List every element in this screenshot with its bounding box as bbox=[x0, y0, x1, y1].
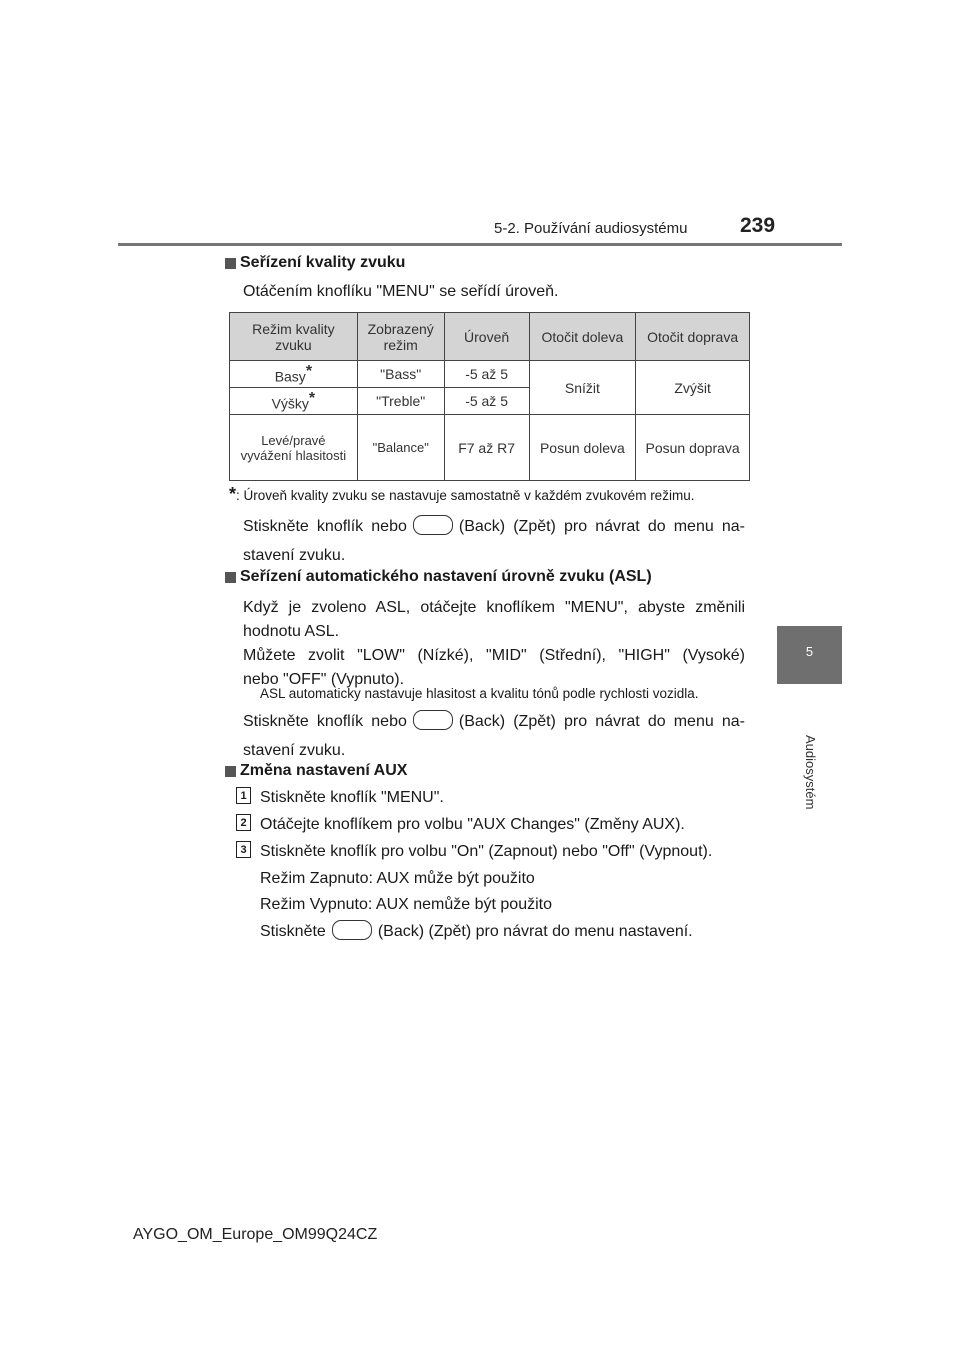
back-text-pre: Stiskněte knoflík nebo bbox=[243, 713, 407, 730]
back-text-post: (Back) (Zpět) pro návrat do menu na- bbox=[458, 518, 745, 535]
col-header: Otočit doleva bbox=[529, 313, 636, 361]
level-cell: -5 až 5 bbox=[444, 361, 529, 388]
asl-description bbox=[243, 596, 745, 692]
table-row bbox=[230, 415, 750, 481]
step-number-box: 1 bbox=[236, 787, 251, 804]
mode-cell: Levé/pravé vyvážení hlasitosti bbox=[230, 415, 358, 481]
back-instruction bbox=[260, 920, 693, 944]
heading-text: Seřízení kvality zvuku bbox=[240, 254, 406, 271]
section-heading-aux bbox=[225, 762, 407, 780]
section-heading-sound-quality bbox=[225, 254, 405, 272]
document-footer: AYGO_OM_Europe_OM99Q24CZ bbox=[133, 1226, 378, 1243]
display-cell: "Balance" bbox=[357, 415, 444, 481]
back-text-post: (Back) (Zpět) pro návrat do menu nastavení. bbox=[377, 923, 693, 940]
section-heading-asl bbox=[225, 568, 652, 586]
square-bullet-icon bbox=[225, 766, 236, 777]
mode-cell bbox=[230, 388, 358, 415]
square-bullet-icon bbox=[225, 258, 236, 269]
back-button-icon bbox=[413, 710, 453, 730]
display-cell: "Treble" bbox=[357, 388, 444, 415]
col-header: Otočit doprava bbox=[636, 313, 750, 361]
footnote-marker: * bbox=[308, 390, 316, 408]
asl-line: Když je zvoleno ASL, otáčejte knoflíkem "MENU", abyste změnili bbox=[243, 599, 745, 616]
display-cell: "Bass" bbox=[357, 361, 444, 388]
back-text-line2: stavení zvuku. bbox=[243, 742, 346, 759]
step-number-box: 2 bbox=[236, 814, 251, 831]
turn-left-cell: Snížit bbox=[529, 361, 636, 415]
col-header: Zobrazený režim bbox=[357, 313, 444, 361]
square-bullet-icon bbox=[225, 572, 236, 583]
back-instruction bbox=[243, 515, 745, 568]
table-footnote bbox=[229, 484, 694, 505]
asl-line: hodnotu ASL. bbox=[243, 623, 340, 640]
chapter-label: Audiosystém bbox=[803, 735, 818, 810]
col-header: Úroveň bbox=[444, 313, 529, 361]
step-text: Stiskněte knoflík "MENU". bbox=[260, 789, 444, 806]
back-instruction bbox=[243, 710, 745, 763]
back-text-pre: Stiskněte knoflík nebo bbox=[243, 518, 407, 535]
back-text-post: (Back) (Zpět) pro návrat do menu na- bbox=[458, 713, 745, 730]
asl-note: ASL automaticky nastavuje hlasitost a kvalitu tónů podle rychlosti vozidla. bbox=[260, 686, 699, 701]
chapter-tab bbox=[777, 626, 842, 684]
table-row bbox=[230, 361, 750, 388]
turn-left-cell: Posun doleva bbox=[529, 415, 636, 481]
step-number-box: 3 bbox=[236, 841, 251, 858]
running-header-section: 5-2. Používání audiosystému bbox=[494, 220, 688, 237]
back-text-line2: stavení zvuku. bbox=[243, 547, 346, 564]
mode-text: Výšky bbox=[271, 395, 309, 412]
turn-right-cell: Posun doprava bbox=[636, 415, 750, 481]
back-button-icon bbox=[332, 920, 372, 940]
header-rule bbox=[118, 243, 842, 246]
mode-on-text: Režim Zapnuto: AUX může být použito bbox=[260, 870, 535, 887]
col-header: Režim kvality zvuku bbox=[230, 313, 358, 361]
footnote-marker: * bbox=[305, 363, 313, 381]
page-number: 239 bbox=[740, 214, 776, 237]
heading-text: Seřízení automatického nastavení úrovně zvuku (ASL) bbox=[240, 568, 652, 585]
back-button-icon bbox=[413, 515, 453, 535]
table-header-row bbox=[230, 313, 750, 361]
back-text-pre: Stiskněte bbox=[260, 923, 326, 940]
level-cell: -5 až 5 bbox=[444, 388, 529, 415]
asl-line: nebo "OFF" (Vypnuto). bbox=[243, 671, 405, 688]
footnote-text: : Úroveň kvality zvuku se nastavuje samostatně v každém zvukovém režimu. bbox=[236, 488, 695, 503]
step-text: Stiskněte knoflík pro volbu "On" (Zapnout) nebo "Off" (Vypnout). bbox=[260, 843, 713, 860]
mode-cell bbox=[230, 361, 358, 388]
sound-quality-intro: Otáčením knoflíku "MENU" se seřídí úroveň. bbox=[243, 283, 559, 300]
heading-text: Změna nastavení AUX bbox=[240, 762, 408, 779]
mode-text: Basy bbox=[274, 368, 306, 385]
footnote-marker: * bbox=[229, 484, 237, 504]
asl-line: Můžete zvolit "LOW" (Nízké), "MID" (Střední), "HIGH" (Vysoké) bbox=[243, 647, 745, 664]
level-cell: F7 až R7 bbox=[444, 415, 529, 481]
mode-off-text: Režim Vypnuto: AUX nemůže být použito bbox=[260, 896, 552, 913]
step-text: Otáčejte knoflíkem pro volbu "AUX Changes" (Změny AUX). bbox=[260, 816, 685, 833]
chapter-number: 5 bbox=[805, 644, 814, 659]
turn-right-cell: Zvýšit bbox=[636, 361, 750, 415]
sound-quality-table bbox=[229, 312, 750, 481]
